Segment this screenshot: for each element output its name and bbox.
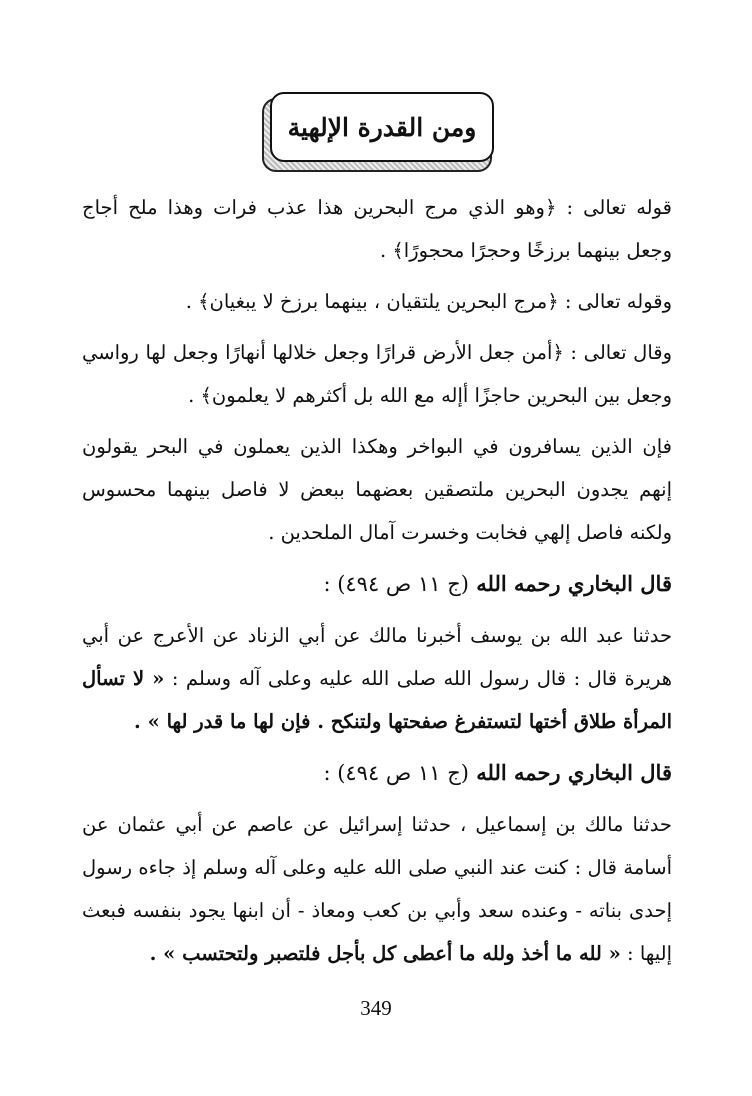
hadith-heading-1-text: قال البخاري رحمه الله: [476, 571, 672, 596]
page-body: [82, 186, 672, 983]
section-title: ومن القدرة الإلهية: [287, 112, 477, 142]
hadith-1-matn: « لا تسأل المرأة طلاق أختها لتستفرغ صفحتها ولتنكح . فإن لها ما قدر لها » .: [82, 667, 672, 733]
paragraph-verse-1: قوله تعالى : ﴿وهو الذي مرج البحرين هذا عذب فرات وهذا ملح أجاج وجعل بينهما برزخًا وحجرًا محجورًا﴾ .: [82, 196, 672, 262]
hadith-text-1: [82, 614, 672, 743]
hadith-heading-1-ref: (ج ١١ ص ٤٩٤) :: [323, 572, 469, 596]
hadith-1-chain: حدثنا عبد الله بن يوسف أخبرنا مالك عن أبي الزناد عن الأعرج عن أبي هريرة قال : قال رسول الله صلى الله عليه وعلى آله وسلم :: [82, 624, 672, 690]
page-number: 349: [360, 996, 392, 1020]
hadith-heading-2-ref: (ج ١١ ص ٤٩٤) :: [323, 761, 469, 785]
title-frame: [262, 92, 494, 168]
paragraph-verse-2: وقوله تعالى : ﴿مرج البحرين يلتقيان ، بينهما برزخ لا يبغيان﴾ .: [185, 290, 672, 313]
paragraph-verse-3: وقال تعالى : ﴿أمن جعل الأرض قرارًا وجعل خلالها أنهارًا وجعل لها رواسي وجعل بين البحرين حاجزًا أإله مع الله بل أكثرهم لا يعلمون﴾ .: [82, 341, 672, 407]
hadith-heading-1: [82, 562, 672, 606]
title-box: [270, 92, 494, 162]
hadith-2-matn: « لله ما أخذ ولله ما أعطى كل بأجل فلتصبر ولتحتسب » .: [149, 942, 621, 965]
hadith-text-2: [82, 803, 672, 975]
hadith-heading-2-text: قال البخاري رحمه الله: [476, 760, 672, 785]
hadith-heading-2: [82, 751, 672, 795]
paragraph-commentary: فإن الذين يسافرون في البواخر وهكذا الذين يعملون في البحر يقولون إنهم يجدون البحرين ملتصقين بعضهما ببعض لا فاصل بينهما محسوس ولكنه فاصل إلهي فخابت وخسرت آمال الملحدين .: [82, 435, 672, 544]
hadith-2-chain: حدثنا مالك بن إسماعيل ، حدثنا إسرائيل عن عاصم عن أبي عثمان عن أسامة قال : كنت عند النبي صلى الله عليه وعلى آله وسلم إذ جاءه رسول إحدى بناته - وعنده سعد وأبي بن كعب ومعاذ - أن ابنها يجود بنفسه فبعث إليها :: [82, 813, 672, 965]
